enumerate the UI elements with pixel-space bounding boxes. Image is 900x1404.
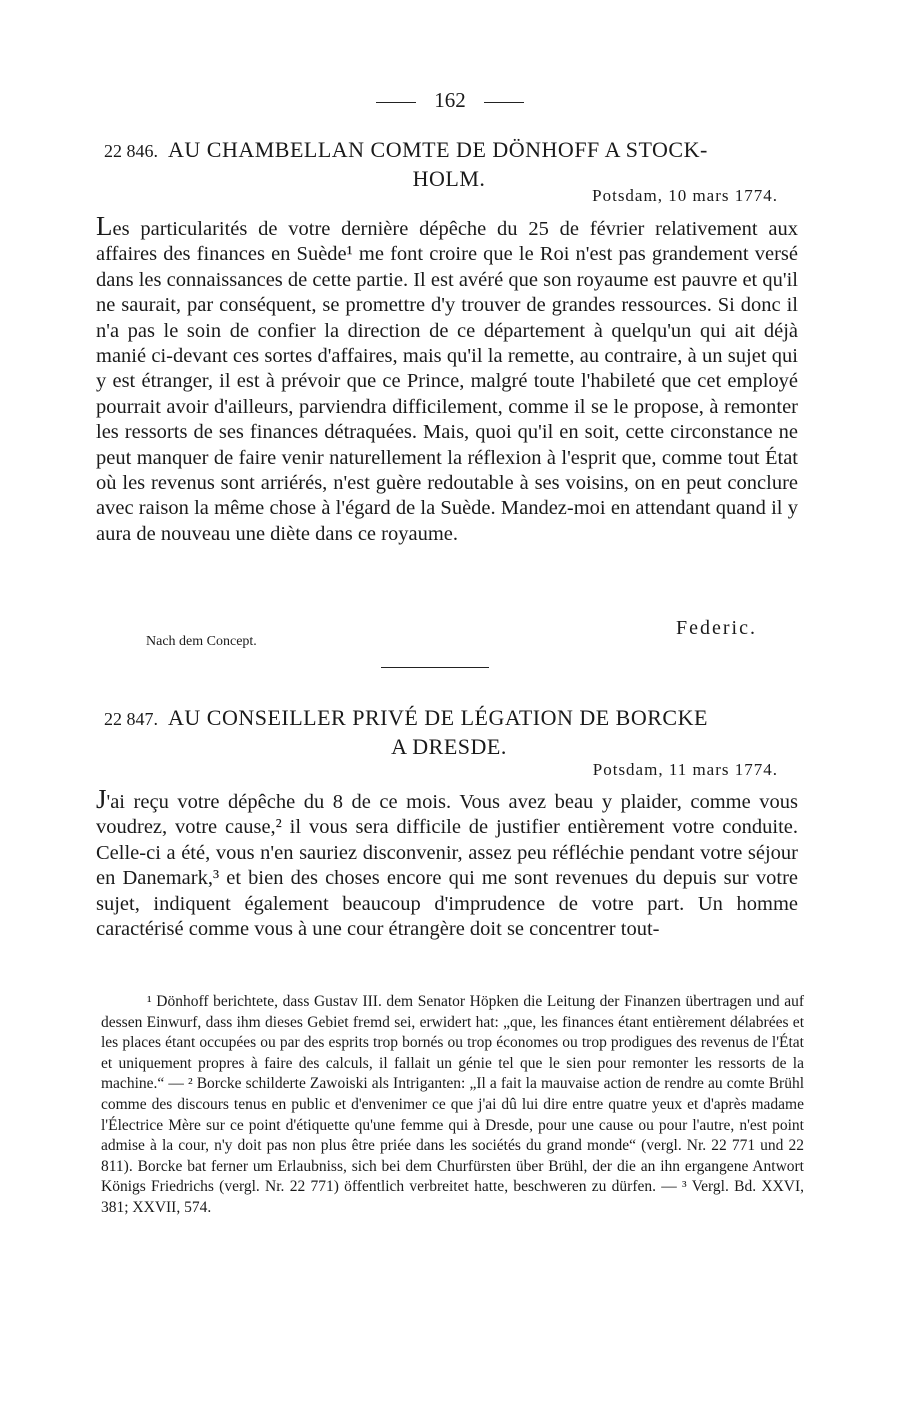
letter-title-continued: A DRESDE.	[391, 734, 507, 759]
letter-title: AU CONSEILLER PRIVÉ DE LÉGATION DE BORCKE	[168, 705, 708, 730]
letter-body	[96, 784, 798, 942]
initial-letter: J	[96, 784, 107, 814]
letter-text: es particularités de votre dernière dépêche du 25 de février relativement aux affaires des finances en Suède¹ me font croire que le Roi n'est pas grandement versé dans les connaissances de cette partie. Il est avéré que son royaume est pauvre et qu'il ne saurait, par conséquent, se promettre d'y trouver de grandes ressources. Si donc il n'a pas le soin de confier la direction de ce département à quelqu'un qui ait déjà manié ci-devant ces sortes d'affaires, mais qu'il la remette, au contraire, à un sujet qui y est étranger, il est à prévoir que ce Prince, malgré toute l'habileté que cet employé pourrait avoir d'ailleurs, parviendra difficilement, comme il se le propose, à remonter les ressorts de ses finances détraquées. Mais, quoi qu'il en soit, cette circonstance ne peut manquer de faire venir naturellement la réflexion à l'esprit que, comme tout État où les revenus sont arriérés, n'est guère redoutable à ses voisins, on en peut conclure avec raison la même chose à l'égard de la Suède. Mandez-moi en attendant quand il y aura de nouveau une diète dans ce royaume.	[96, 218, 798, 545]
letter-heading	[104, 704, 794, 760]
letter-number: 22 847.	[104, 709, 158, 729]
letter-number: 22 846.	[104, 141, 158, 161]
letter-title-continued: HOLM.	[412, 166, 486, 191]
letter-text: 'ai reçu votre dépêche du 8 de ce mois. Vous avez beau y plaider, comme vous voudrez, votre cause,² il vous sera difficile de justifier entièrement votre conduite. Celle-ci a été, vous n'en sauriez disconvenir, assez peu réfléchie pendant votre séjour en Danemark,³ et bien des choses encore qui me sont revenues du depuis sur votre sujet, indiquent également beaucoup d'imprudence de votre part. Un homme caractérisé comme vous à une cour étrangère doit se concentrer tout-	[96, 791, 798, 941]
signature: Federic.	[676, 617, 757, 639]
footnote-text: ¹ Dönhoff berichtete, dass Gustav III. dem Senator Höpken die Leitung der Finanzen übertragen und auf dessen Einwurf, dass ihm dieses Gebiet fremd sei, erwidert hat: „que, les finances étant entièrement délabrées et les places étant occupées ou par des esprits trop bornés ou trop économes ou trop prodigues des revenus de l'État et uniquement propres à faire des calculs, il fallait un génie tel que le sien pour remonter les ressorts de la machine.“ — ² Borcke schilderte Zawoiski als Intriganten: „Il a fait la mauvaise action de rendre au comte Brühl comme des discours tenus en public et d'envenimer ce que j'ai dû lui dire entre quatre yeux et d'après madame l'Électrice Mère sur ce point d'étiquette qu'une femme qui à Dresde, pour une cause ou pour l'autre, n'est point admise à la cour, n'y doit pas non plus être priée dans les sociétés du grand monde“ (vergl. Nr. 22 771 und 22 811). Borcke bat ferner um Erlaubniss, sich bei dem Churfürsten über Brühl, der die an ihn ergangene Antwort Königs Friedrichs (vergl. Nr. 22 771) öffentlich verbreitet hatte, beschweren zu dürfen. — ³ Vergl. Bd. XXVI, 381; XXVII, 574.	[101, 993, 804, 1216]
letter-heading	[104, 136, 794, 192]
page-number: 162	[434, 88, 466, 112]
dateline: Potsdam, 10 mars 1774.	[592, 186, 778, 205]
dateline: Potsdam, 11 mars 1774.	[592, 760, 778, 779]
letter-title: AU CHAMBELLAN COMTE DE DÖNHOFF A STOCK-	[168, 137, 708, 162]
letter-body	[96, 211, 798, 547]
section-divider	[381, 667, 489, 668]
footnotes	[101, 992, 804, 1219]
initial-letter: L	[96, 211, 113, 241]
page-number-line	[0, 88, 900, 113]
divider	[484, 102, 524, 103]
source-note: Nach dem Concept.	[146, 634, 257, 649]
divider	[376, 102, 416, 103]
